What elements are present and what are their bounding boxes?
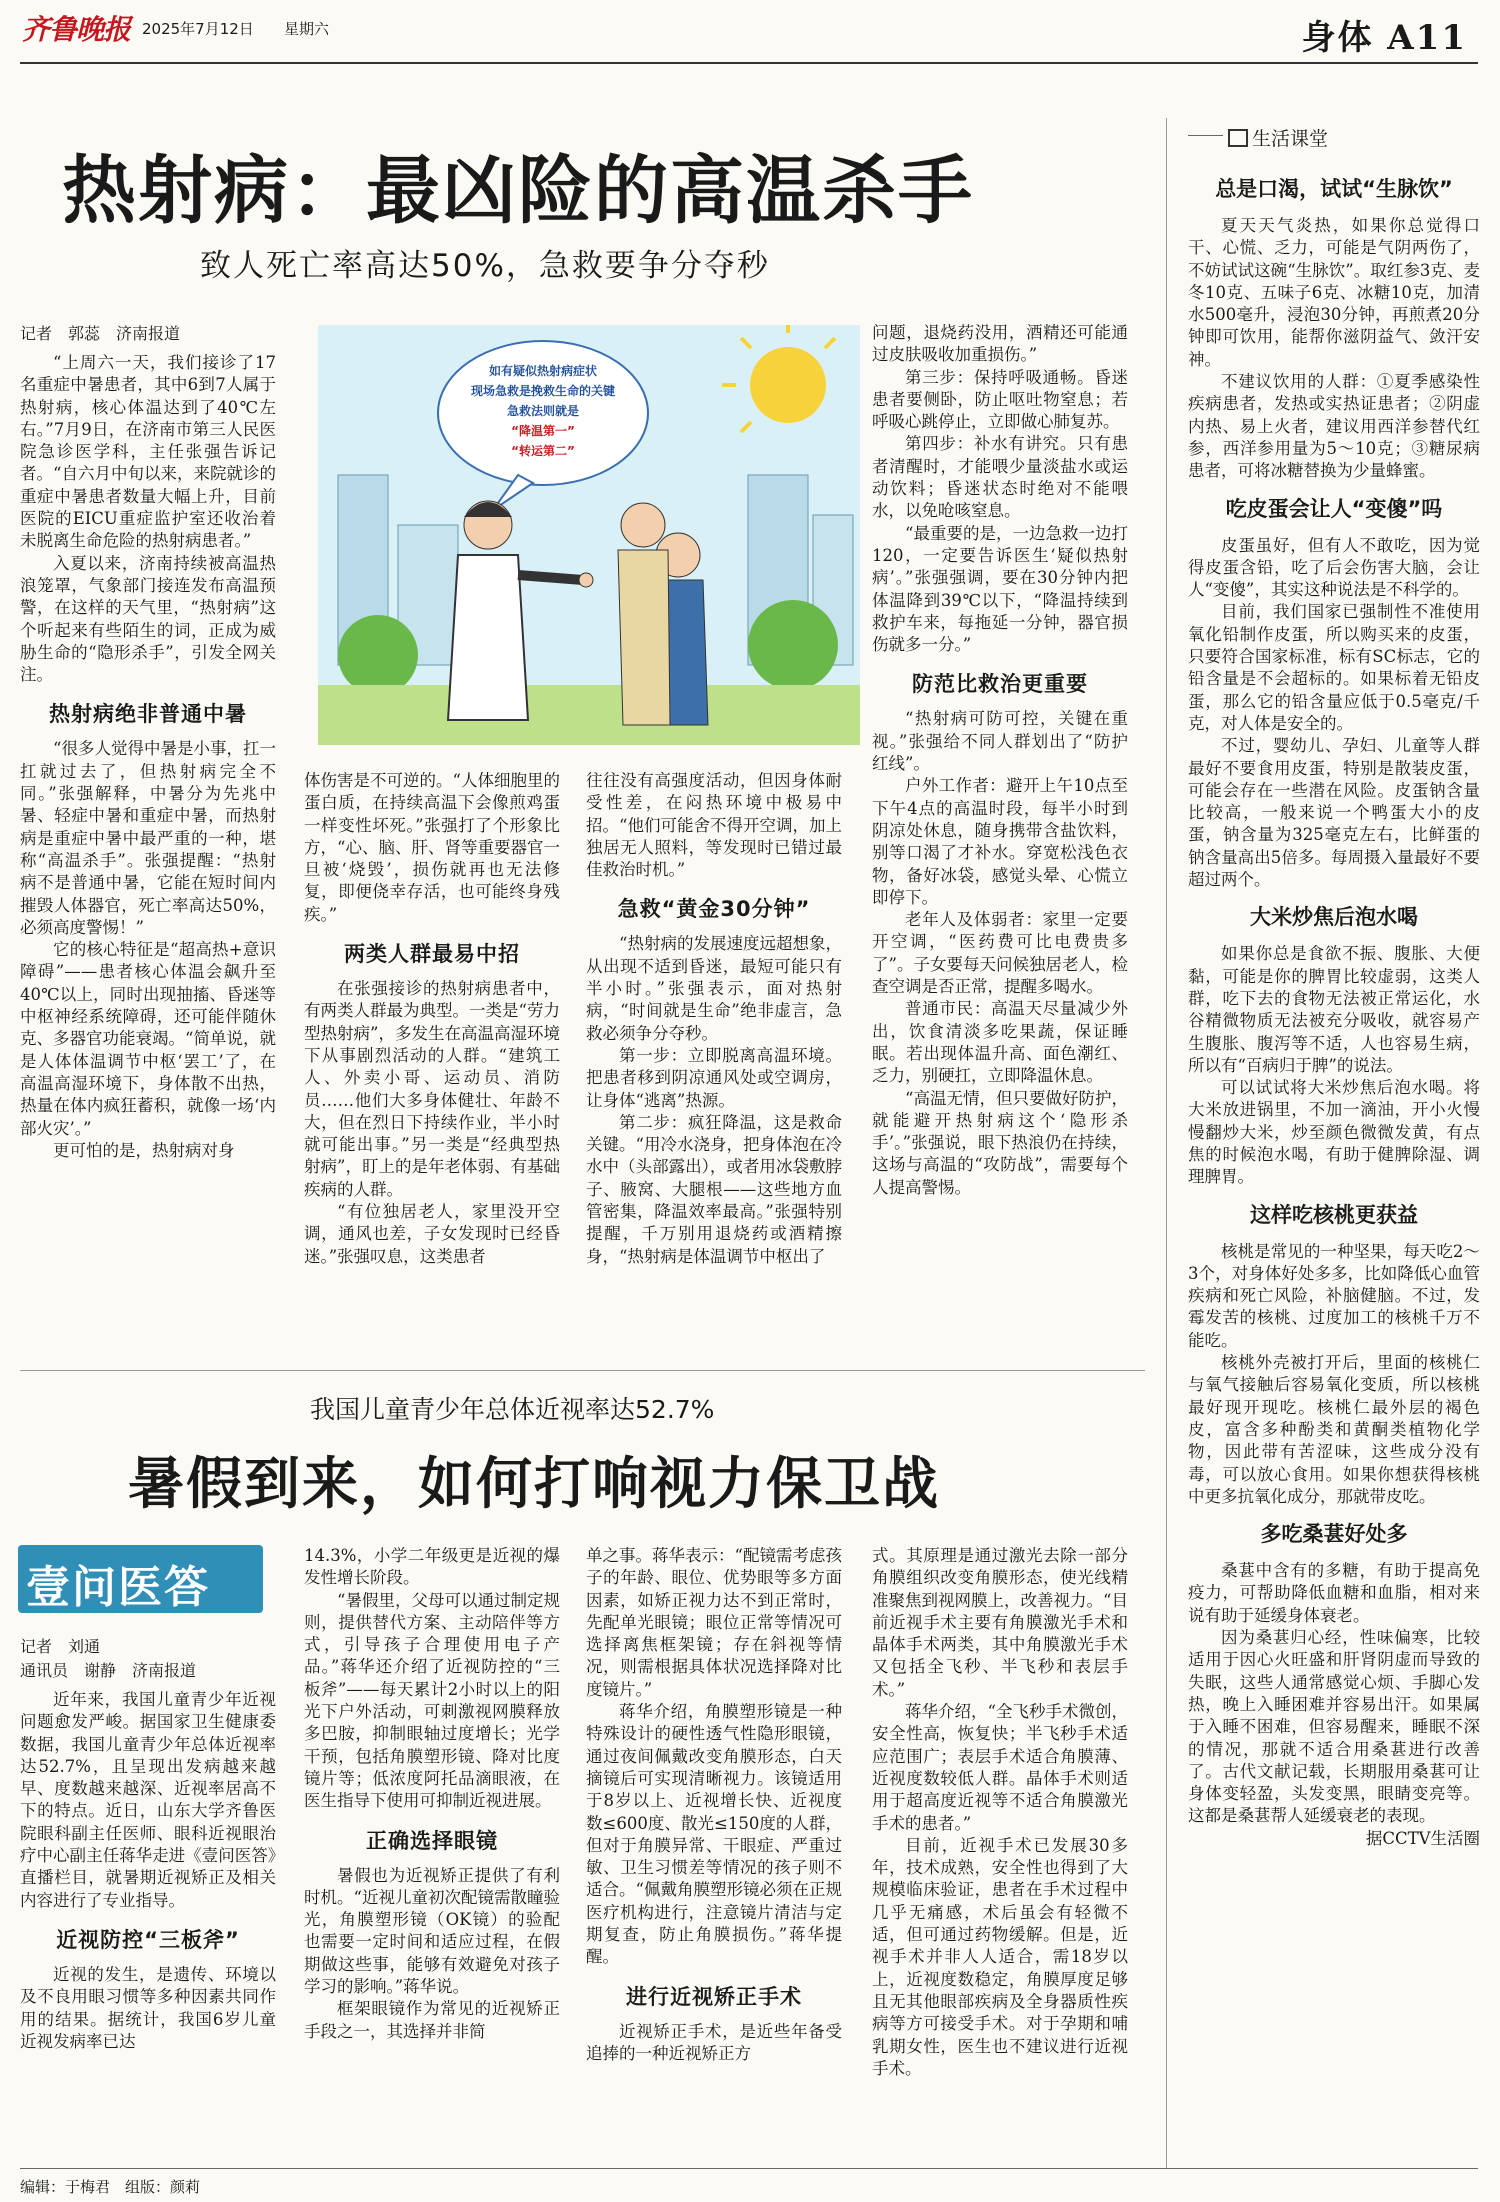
article2-title: 暑假到来，如何打响视力保卫战 <box>128 1451 940 1517</box>
heatstroke-illustration <box>318 325 860 745</box>
paragraph: “上周六一天，我们接诊了17名重症中暑患者，其中6到7人属于热射病，核心体温达到了40℃左右。”7月9日，在济南市第三人民医院急诊医学科，主任张强告诉记者。“自六月中旬以来，来院就诊的重症中暑患者数量大幅上升，目前医院的EICU重症监护室还收治着未脱离生命危险的热射病患者。” <box>20 353 276 551</box>
article2-column-b <box>304 1545 560 2160</box>
paragraph: “很多人觉得中暑是小事，扛一扛就过去了，但热射病完全不同。”张强解释，中暑分为先兆中暑、轻症中暑和重症中暑，而热射病是重症中暑中最严重的一种，堪称“高温杀手”。张强提醒：“热射病不是普通中暑，它能在短时间内摧毁人体器官，死亡率高达50%，必须高度警惕！” <box>20 739 276 937</box>
paragraph: “高温无情，但只要做好防护，就能避开热射病这个‘隐形杀手’。”张强说，眼下热浪仍在持续，这场与高温的“攻防战”，需要每个人提高警惕。 <box>872 1088 1128 1197</box>
paragraph: 第三步：保持呼吸通畅。昏迷患者要侧卧，防止呕吐物窒息；若呼吸心跳停止，立即做心肺复苏。 <box>872 367 1128 432</box>
page-footer: 编辑：于梅君 组版：颜莉 <box>20 2178 201 2196</box>
paragraph: 蒋华介绍，角膜塑形镜是一种特殊设计的硬性透气性隐形眼镜，通过夜间佩戴改变角膜形态，白天摘镜后可实现清晰视力。该镜适用于8岁以上、近视增长快、近视度数≤600度、散光≤150度的人群，但对于角膜异常、干眼症、严重过敏、卫生习惯差等情况的孩子则不适合。“佩戴角膜塑形镜必须在正规医疗机构进行，注意镜片清洁与定期复查，防止角膜损伤。”蒋华提醒。 <box>586 1702 842 1967</box>
article1-column-c <box>586 770 842 1360</box>
paragraph: “热射病的发展速度远超想象，从出现不适到昏迷，最短可能只有半小时。”张强表示，面对热射病，“时间就是生命”绝非虚言，急救必须争分夺秒。 <box>586 934 842 1043</box>
tip-title: 大米炒焦后泡水喝 <box>1250 905 1418 930</box>
article-divider <box>20 1370 1145 1371</box>
article2-byline: 通讯员 谢静 济南报道 <box>20 1661 197 1680</box>
paragraph: 户外工作者：避开上午10点至下午4点的高温时段，每半小时到阴凉处休息，随身携带含盐饮料，别等口渴了才补水。穿宽松浅色衣物，备好冰袋，感觉头晕、心慌立即停下。 <box>872 776 1128 907</box>
paragraph: 老年人及体弱者：家里一定要开空调，“医药费可比电费贵多了”。子女要每天问候独居老人，检查空调是否正常，提醒多喝水。 <box>872 910 1128 997</box>
paragraph: 近视矫正手术，是近些年备受追捧的一种近视矫正方 <box>586 2021 842 2063</box>
article1-column-b <box>304 770 560 1360</box>
bubble-line: 现场急救是挽救生命的关键 <box>470 384 616 398</box>
subheading: 防范比救治更重要 <box>912 672 1088 697</box>
section-page: 身体 A11 <box>1301 18 1467 58</box>
paragraph: “有位独居老人，家里没开空调，通风也差，子女发现时已经昏迷。”张强叹息，这类患者 <box>304 1202 560 1266</box>
issue-weekday: 星期六 <box>284 20 330 38</box>
paragraph: 更可怕的是，热射病对身 <box>53 1140 235 1160</box>
right-column-header <box>1228 124 1328 151</box>
paragraph: 在张强接诊的热射病患者中，有两类人群最为典型。一类是“劳力型热射病”，多发生在高温高湿环境下从事剧烈活动的人群。“建筑工人、外卖小哥、运动员、消防员……他们大多身体健壮、年龄不大，但在烈日下持续作业，半小时就可能出事。”另一类是“经典型热射病”，盯上的是年老体弱、有基础疾病的人群。 <box>304 979 560 1199</box>
paragraph: 入夏以来，济南持续被高温热浪笼罩，气象部门接连发布高温预警，在这样的天气里，“热射病”这个听起来有些陌生的词，正成为威胁生命的“隐形杀手”，引发全网关注。 <box>20 553 276 685</box>
paragraph: 可以试试将大米炒焦后泡水喝。将大米放进锅里，不加一滴油，开小火慢慢翻炒大米，炒至颜色微微发黄，有点焦的时候泡水喝，有助于健脾除湿、调理脾胃。 <box>1188 1078 1480 1187</box>
paragraph: “暑假里，父母可以通过制定规则，提供替代方案、主动陪伴等方式，引导孩子合理使用电子产品。”蒋华还介绍了近视防控的“三板斧”——每天累计2小时以上的阳光下户外活动，可刺激视网膜释放多巴胺，抑制眼轴过度增长；光学干预，包括角膜塑形镜、降对比度镜片等；低浓度阿托品滴眼液，在医生指导下使用可抑制近视进展。 <box>304 1590 560 1811</box>
tip-title: 多吃桑葚好处多 <box>1260 1522 1408 1547</box>
paragraph: 近年来，我国儿童青少年近视问题愈发严峻。据国家卫生健康委数据，我国儿童青少年总体近视率达52.7%，且呈现出发病越来越早、度数越来越深、近视率居高不下的特点。近日，山东大学齐鲁医院眼科副主任医师、眼科近视眼治疗中心副主任蒋华走进《壹问医答》直播栏目，就暑期近视矫正及相关内容进行了专业指导。 <box>20 1690 276 1910</box>
right-column <box>1188 165 1480 2160</box>
source-credit: 据CCTV生活圈 <box>1365 1828 1480 1848</box>
footer-rule <box>20 2168 1478 2169</box>
subheading: 正确选择眼镜 <box>366 1828 498 1853</box>
article2-column-c <box>586 1545 842 2160</box>
paragraph: 框架眼镜作为常见的近视矫正手段之一，其选择并非简 <box>304 1999 560 2041</box>
subheading: 两类人群最易中招 <box>344 942 520 967</box>
paragraph: 问题，退烧药没用，酒精还可能通过皮肤吸收加重损伤。” <box>872 323 1128 365</box>
paragraph: 因为桑葚归心经，性味偏寒，比较适用于因心火旺盛和肝肾阴虚而导致的失眠，这些人通常感觉心烦、手脚心发热，晚上入睡困难并容易出汗。如果属于入睡不困难，但容易醒来，睡眠不深的情况，那就不适合用桑葚进行改善了。古代文献记载，长期服用桑葚可让身体变轻盈，头发变黑，眼睛变亮等。这都是桑葚帮人延缓衰老的表现。 <box>1188 1628 1480 1826</box>
paragraph: “最重要的是，一边急救一边打120，一定要告诉医生‘疑似热射病’。”张强强调，要在30分钟内把体温降到39℃以下，“降温持续到救护车来，每拖延一分钟，器官损伤就多一分。” <box>872 523 1128 655</box>
paragraph: 单之事。蒋华表示：“配镜需考虑孩子的年龄、眼位、优势眼等多方面因素，如矫正视力达不到正常时，先配单光眼镜；眼位正常等情况可选择离焦框架镜；存在斜视等情况，则需根据具体状况选择降对比度镜片。” <box>586 1546 842 1699</box>
tip-title: 吃皮蛋会让人“变傻”吗 <box>1225 496 1443 521</box>
paragraph: 第二步：疯狂降温，这是救命关键。“用冷水浇身，把身体泡在冷水中（头部露出），或者用冰袋敷脖子、腋窝、大腿根——这些地方血管密集，降温效率最高。”张强特别提醒，千万别用退烧药或酒精擦身，“热射病是体温调节中枢出了 <box>586 1112 842 1266</box>
column-badge <box>18 1545 263 1613</box>
paragraph: 它的核心特征是“超高热+意识障碍”——患者核心体温会飙升至40℃以上，同时出现抽搐、昏迷等中枢神经系统障碍，还可能伴随休克、多器官功能衰竭。“简单说，就是人体体温调节中枢‘罢工’了，在高温高湿环境下，身体散不出热，热量在体内疯狂蓄积，就像一场‘内部火灾’。” <box>20 940 276 1138</box>
paragraph: 暑假也为近视矫正提供了有利时机。“近视儿童初次配镜需散瞳验光，角膜塑形镜（OK镜）的验配也需要一定时间和适应过程，在假期做这些事，能够有效避免对孩子学习的影响。”蒋华说。 <box>304 1865 560 1997</box>
article1-column-d <box>872 322 1128 1357</box>
article2-kicker: 我国儿童青少年总体近视率达52.7% <box>310 1395 715 1424</box>
paragraph: 蒋华介绍，“全飞秒手术微创，安全性高，恢复快；半飞秒手术适应范围广；表层手术适合角膜薄、近视度数较低人群。晶体手术则适用于超高度近视等不适合角膜激光手术的患者。” <box>872 1702 1128 1833</box>
article1-column-a <box>20 322 276 1352</box>
sun-icon <box>750 347 826 423</box>
paragraph: 14.3%，小学二年级更是近视的爆发性增长阶段。 <box>304 1546 560 1588</box>
subheading: 近视防控“三板斧” <box>56 1927 240 1952</box>
paragraph: 普通市民：高温天尽量减少外出，饮食清淡多吃果蔬，保证睡眠。若出现体温升高、面色潮红、乏力，别硬扛，立即降温休息。 <box>872 999 1128 1086</box>
paragraph: 不建议饮用的人群：①夏季感染性疾病患者，发热或实热证患者；②阴虚内热、易上火者，建议用西洋参替代红参，西洋参用量为5～10克；③糖尿病患者，可将冰糖替换为少量蜂蜜。 <box>1188 372 1480 481</box>
right-column-divider <box>1166 118 1167 2168</box>
paragraph: 核桃外壳被打开后，里面的核桃仁与氧气接触后容易氧化变质，所以核桃最好现开现吃。核桃仁最外层的褐色皮，富含多种酚类和黄酮类植物化学物，因此带有苦涩味，这些成分没有毒，可以放心食用。如果你想获得核桃中更多抗氧化成分，那就带皮吃。 <box>1188 1353 1480 1506</box>
paragraph: 桑葚中含有的多糖，有助于提高免疫力，可帮助降低血糖和血脂，相对来说有助于延缓身体衰老。 <box>1188 1561 1480 1625</box>
bubble-line: “降温第一” <box>511 424 575 438</box>
article1-subtitle: 致人死亡率高达50%，急救要争分夺秒 <box>200 248 770 284</box>
masthead <box>22 8 1477 56</box>
paragraph: 核桃是常见的一种坚果，每天吃2～3个，对身体好处多多，比如降低心血管疾病和死亡风险，补脑健脑。不过，发霉发苦的核桃、过度加工的核桃千万不能吃。 <box>1188 1241 1480 1350</box>
badge-label: 壹问医答 <box>26 1562 210 1613</box>
paragraph: 如果你总是食欲不振、腹胀、大便黏，可能是你的脾胃比较虚弱，这类人群，吃下去的食物无法被正常运化，水谷精微物质无法被充分吸收，就容易产生腹胀、腹泻等不适，人也容易生病，所以有“百病归于脾”的说法。 <box>1188 944 1480 1075</box>
paragraph: 目前，近视手术已发展30多年，技术成熟，安全性也得到了大规模临床验证，患者在手术过程中几乎无痛感，术后虽会有轻微不适，但可通过药物缓解。但是，近视手术并非人人适合，需18岁以上，近视度数稳定，角膜厚度足够且无其他眼部疾病及全身器质性疾病等方可接受手术。对于孕期和哺乳期女性，医生也不建议进行近视手术。 <box>872 1835 1128 2078</box>
paragraph: 皮蛋虽好，但有人不敢吃，因为觉得皮蛋含铅，吃了后会伤害大脑，会让人“变傻”，其实这种说法是不科学的。 <box>1188 535 1480 600</box>
paragraph: 第一步：立即脱离高温环境。把患者移到阴凉通风处或空调房，让身体“逃离”热源。 <box>586 1045 842 1110</box>
article1-title: 热射病：最凶险的高温杀手 <box>62 148 974 234</box>
header-rule <box>20 62 1478 64</box>
bubble-line: “转运第二” <box>511 444 575 458</box>
paragraph: 体伤害是不可逆的。“人体细胞里的蛋白质，在持续高温下会像煎鸡蛋一样变性坏死。”张强打了个形象比方，“心、脑、肝、肾等重要器官一旦被‘烧毁’，损伤就再也无法修复，即便侥幸存活，也可能终身残疾。” <box>304 771 560 924</box>
paragraph: 近视的发生，是遗传、环境以及不良用眼习惯等多种因素共同作用的结果。据统计，我国6岁儿童近视发病率已达 <box>20 1964 276 2051</box>
header-dash <box>1188 135 1223 136</box>
tip-title: 总是口渴，试试“生脉饮” <box>1215 177 1453 201</box>
article2-column-a <box>20 1635 276 2160</box>
subheading: 热射病绝非普通中暑 <box>49 702 247 727</box>
paragraph: 往往没有高强度活动，但因身体耐受性差，在闷热环境中极易中招。“他们可能舍不得开空调，加上独居无人照料，等发现时已错过最佳救治时机。” <box>586 771 842 880</box>
paragraph: 不过，婴幼儿、孕妇、儿童等人群最好不要食用皮蛋，特别是散装皮蛋，可能会存在一些潜在风险。皮蛋钠含量比较高，一般来说一个鸭蛋大小的皮蛋，钠含量为325毫克左右，比鲜蛋的钠含量高出5倍多。每周摄入量最好不要超过两个。 <box>1188 736 1480 890</box>
bubble-line: 如有疑似热射病症状 <box>488 364 598 378</box>
article2-byline: 记者 刘通 <box>20 1637 101 1656</box>
paragraph: 式。其原理是通过激光去除一部分角膜组织改变角膜形态，使光线精准聚焦到视网膜上，改善视力。“目前近视手术主要有角膜激光手术和晶体手术两类，其中角膜激光手术又包括全飞秒、半飞秒和表层手术。” <box>872 1546 1128 1699</box>
subheading: 进行近视矫正手术 <box>626 1984 802 2009</box>
tip-title: 这样吃核桃更获益 <box>1250 1202 1418 1227</box>
article1-byline: 记者 郭蕊 济南报道 <box>20 324 181 343</box>
right-column-name: 生活课堂 <box>1252 128 1329 150</box>
paragraph: 夏天天气炎热，如果你总觉得口干、心慌、乏力，可能是气阴两伤了，不妨试试这碗“生脉饮”。取红参3克、麦冬10克、五味子6克、冰糖10克，加清水500毫升，浸泡30分钟，再煎煮20分钟即可饮用，能帮你滋阴益气、敛汗安神。 <box>1188 216 1480 369</box>
column-icon <box>1228 129 1248 147</box>
issue-date: 2025年7月12日 <box>142 20 254 38</box>
paragraph: 第四步：补水有讲究。只有患者清醒时，才能喂少量淡盐水或运动饮料；昏迷状态时绝对不能喂水，以免呛咳窒息。 <box>872 434 1128 521</box>
newspaper-logo: 齐鲁晚报 <box>22 13 131 46</box>
subheading: 急救“黄金30分钟” <box>617 897 811 922</box>
article2-column-d <box>872 1545 1128 2160</box>
bubble-line: 急救法则就是 <box>506 404 580 418</box>
paragraph: 目前，我们国家已强制性不准使用氧化铅制作皮蛋，所以购买来的皮蛋，只要符合国家标准，标有SC标志，它的铅含量是不会超标的。如果标着无铅皮蛋，那么它的铅含量应低于0.5毫克/千克，对人体是安全的。 <box>1188 602 1480 733</box>
paragraph: “热射病可防可控，关键在重视。”张强给不同人群划出了“防护红线”。 <box>872 709 1128 774</box>
